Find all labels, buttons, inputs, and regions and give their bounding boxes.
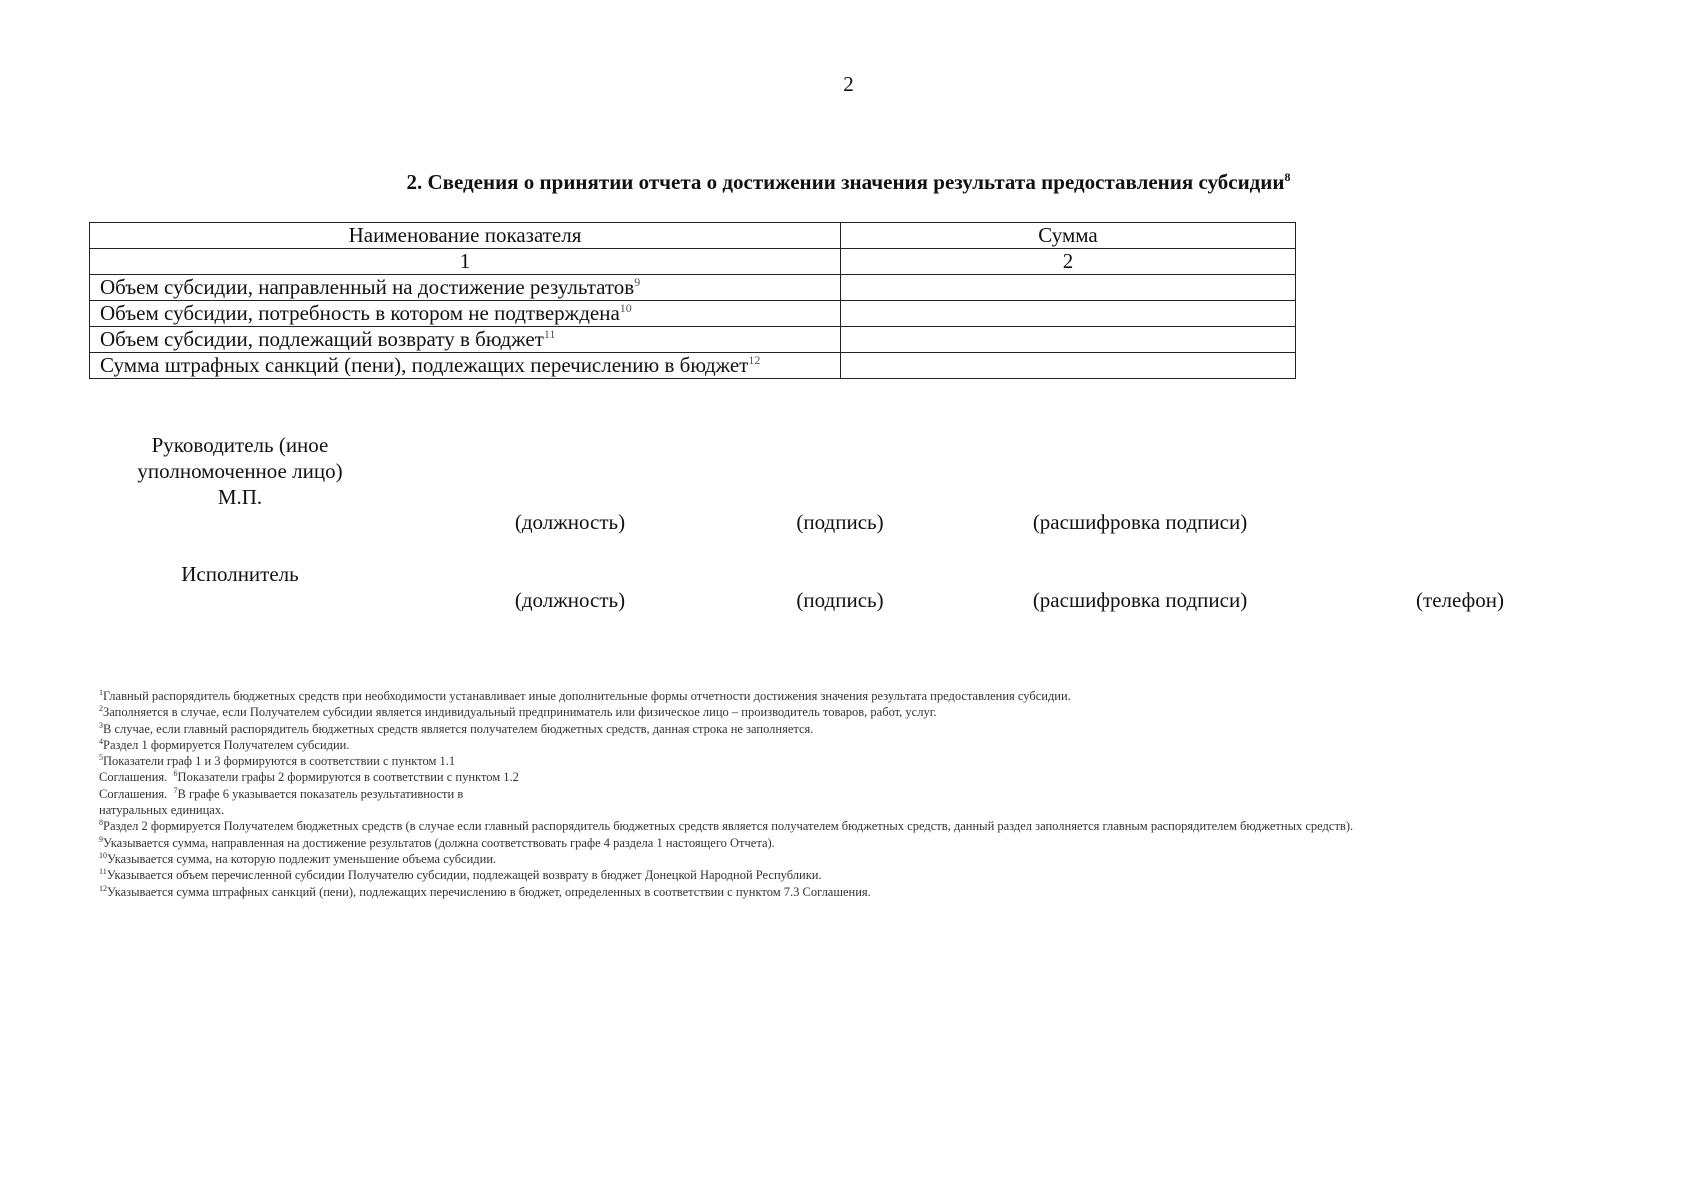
column-number-2: 2 [841,249,1296,275]
footnote [99,753,1659,769]
row-label: Сумма штрафных санкций (пени), подлежащих перечислению в бюджет [100,353,749,377]
table-row [90,301,1296,327]
head-label-line2: уполномоченное лицо) [137,459,343,483]
table-column-numbers-row [90,249,1296,275]
footnote-number: 11 [99,867,107,877]
footnote-ref: 9 [634,275,641,289]
footnote-text: Раздел 1 формируется Получателем субсидии. [103,737,350,752]
executor-position-caption: (должность) [514,588,626,612]
footnote [99,721,1659,737]
footnote [99,737,1659,753]
page-number: 2 [843,72,854,96]
footnote-text: Заполняется в случае, если Получателем субсидии является индивидуальный предприниматель или физическое лицо – производитель товаров, работ, услуг. [103,705,937,720]
footnote [99,851,1659,867]
footnote-text: В случае, если главный распорядитель бюджетных средств является получателем бюджетных средств, данная строка не заполняется. [103,721,814,736]
report-table [89,222,1296,379]
footnote [99,802,1659,818]
footnote [99,884,1659,900]
footnotes [99,688,1659,900]
footnote-prefix: Соглашения. [99,770,174,785]
footnote-text: В графе 6 указывается показатель результативности в [177,786,464,801]
row-amount-cell[interactable] [841,353,1296,379]
row-label: Объем субсидии, направленный на достижение результатов [100,275,635,299]
head-position-caption: (должность) [514,510,626,534]
footnote [99,688,1659,704]
footnote-number: 12 [99,883,107,893]
footnote [99,704,1659,720]
footnote-text: Указывается сумма, на которую подлежит уменьшение объема субсидии. [107,851,497,866]
table-row [90,353,1296,379]
footnote-number: 9 [99,834,103,844]
footnote-ref: 12 [748,353,761,367]
section-title-text: 2. Сведения о принятии отчета о достижении значения результата предоставления субсидии [406,170,1285,194]
head-signature-caption: (подпись) [796,510,884,534]
footnote-text: Раздел 2 формируется Получателем бюджетных средств (в случае если главный распорядитель бюджетных средств является получателем бюджетных средств, данный раздел заполняется главным распорядителем бюджетных средств). [103,819,1354,834]
footnote-ref: 11 [543,327,556,341]
table-header-row [90,223,1296,249]
header-amount: Сумма [841,223,1296,249]
executor-label: Исполнитель [181,562,299,586]
footnote-number: 8 [99,818,103,828]
table-row [90,275,1296,301]
footnote-text: Показатели граф 1 и 3 формируются в соответствии с пунктом 1.1 [103,754,456,769]
row-amount-cell[interactable] [841,301,1296,327]
stamp-place-label: М.П. [217,485,263,509]
footnote-text: Показатели графы 2 формируются в соответствии с пунктом 1.2 [177,770,519,785]
row-label-cell [90,301,841,327]
footnote-number: 1 [99,687,103,697]
footnote [99,818,1659,834]
footnote [99,786,1659,802]
row-label: Объем субсидии, потребность в котором не подтверждена [100,301,620,325]
column-number-1: 1 [90,249,841,275]
footnote-text: Указывается сумма, направленная на достижение результатов (должна соответствовать графе 4 раздела 1 настоящего Отчета). [103,835,775,850]
header-indicator-name: Наименование показателя [90,223,841,249]
head-decode-caption: (расшифровка подписи) [1032,510,1248,534]
footnote [99,835,1659,851]
table-row [90,327,1296,353]
executor-signature-caption: (подпись) [796,588,884,612]
head-label-line1: Руководитель (иное [151,433,329,457]
footnote [99,867,1659,883]
footnote-number: 10 [99,850,107,860]
footnote-number: 5 [99,753,103,763]
footnote-number: 4 [99,736,103,746]
row-label-cell [90,353,841,379]
footnote-ref: 10 [619,301,632,315]
footnote-number: 6 [173,769,178,779]
row-label: Объем субсидии, подлежащий возврату в бюджет [100,327,544,351]
executor-decode-caption: (расшифровка подписи) [1032,588,1248,612]
head-signatory-label [110,432,370,510]
footnote [99,769,1659,785]
footnote-text: Указывается сумма штрафных санкций (пени), подлежащих перечислению в бюджет, определенных в соответствии с пунктом 7.3 Соглашения. [107,884,871,899]
section-title [0,170,1697,195]
row-label-cell [90,327,841,353]
section-title-footnote-ref: 8 [1284,170,1291,184]
executor-phone-caption: (телефон) [1416,588,1504,612]
footnote-text: натуральных единицах. [99,803,225,818]
row-amount-cell[interactable] [841,327,1296,353]
footnote-number: 2 [99,704,103,714]
footnote-text: Главный распорядитель бюджетных средств при необходимости устанавливает иные дополнительные формы отчетности достижения значения результата предоставления субсидии. [103,689,1071,703]
footnote-number: 3 [99,720,103,730]
row-amount-cell[interactable] [841,275,1296,301]
footnote-prefix: Соглашения. [99,786,174,801]
row-label-cell [90,275,841,301]
footnote-text: Указывается объем перечисленной субсидии Получателю субсидии, подлежащей возврату в бюджет Донецкой Народной Республики. [106,868,822,883]
footnote-number: 7 [173,785,178,795]
